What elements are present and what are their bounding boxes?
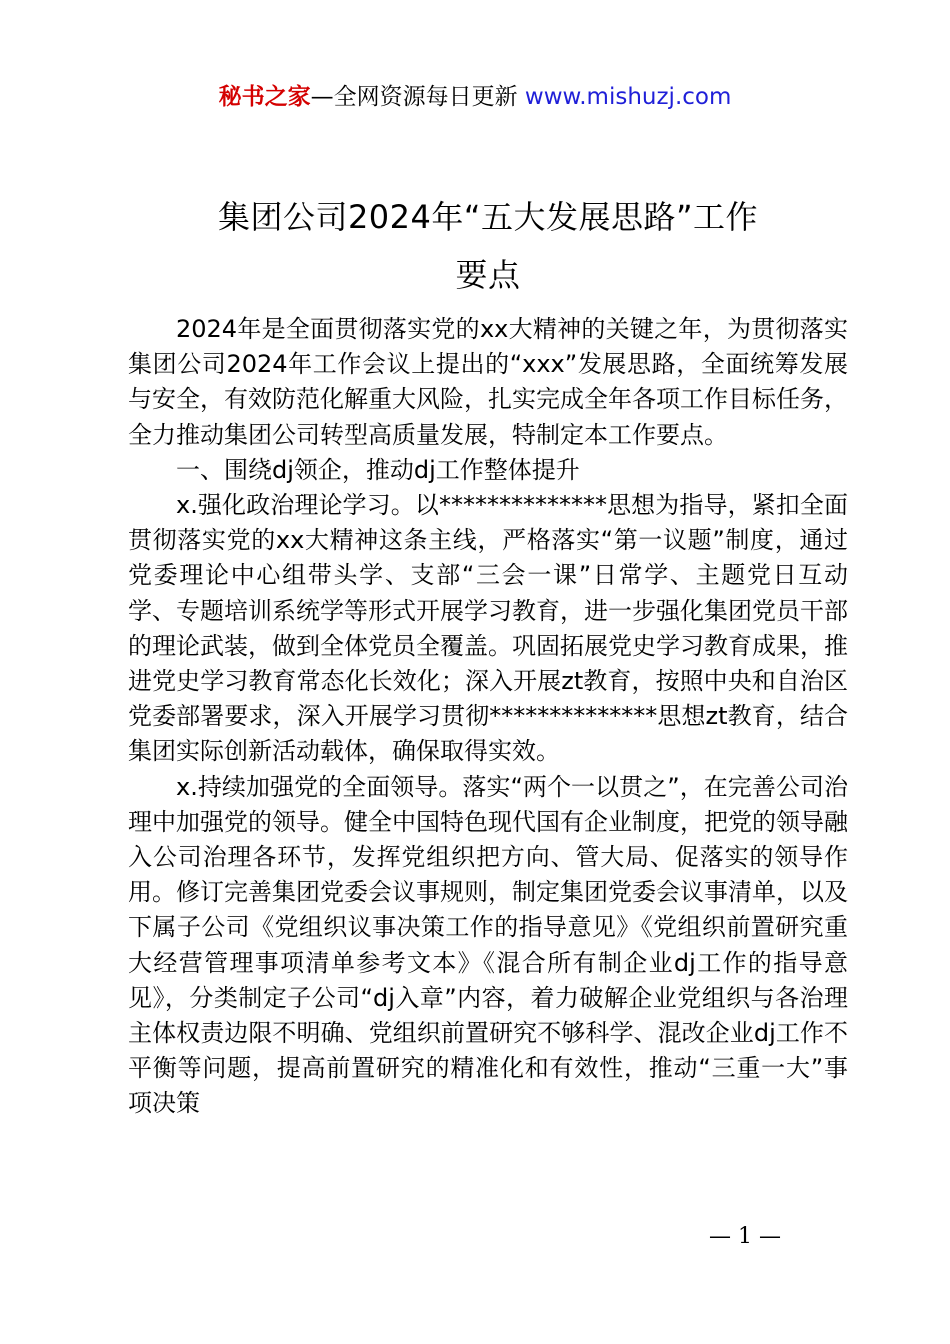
document-body xyxy=(128,312,848,1122)
site-tagline: —全网资源每日更新 xyxy=(310,84,525,110)
document-title-line-2: 要点 xyxy=(455,256,521,294)
intro-paragraph: 2024年是全面贯彻落实党的xx大精神的关键之年，为贯彻落实集团公司2024年工作会议上提出的“xxx”发展思路，全面统筹发展与安全，有效防范化解重大风险，扎实完成全年各项工作目标任务，全力推动集团公司转型高质量发展，特制定本工作要点。 xyxy=(128,315,848,449)
page-number: — 1 — xyxy=(709,1224,781,1249)
item-paragraph-1: x.强化政治理论学习。以**************思想为指导，紧扣全面贯彻落实党的xx大精神这条主线，严格落实“第一议题”制度，通过党委理论中心组带头学、支部“三会一课”日常学、主题党日互动学、专题培训系统学等形式开展学习教育，进一步强化集团党员干部的理论武装，做到全体党员全覆盖。巩固拓展党史学习教育成果，推进党史学习教育常态化长效化；深入开展zt教育，按照中央和自治区党委部署要求，深入开展学习贯彻**************思想zt教育，结合集团实际创新活动载体，确保取得实效。 xyxy=(128,491,848,766)
item-paragraph-2: x.持续加强党的全面领导。落实“两个一以贯之”，在完善公司治理中加强党的领导。健全中国特色现代国有企业制度，把党的领导融入公司治理各环节，发挥党组织把方向、管大局、促落实的领导作用。修订完善集团党委会议事规则，制定集团党委会议事清单，以及下属子公司《党组织议事决策工作的指导意见》《党组织前置研究重大经营管理事项清单参考文本》《混合所有制企业dj工作的指导意见》，分类制定子公司“dj入章”内容，着力破解企业党组织与各治理主体权责边限不明确、党组织前置研究不够科学、混改企业dj工作不平衡等问题，提高前置研究的精准化和有效性，推动“三重一大”事项决策 xyxy=(128,772,848,1118)
document-title-line-1: 集团公司2024年“五大发展思路”工作 xyxy=(217,198,759,236)
site-url-link[interactable]: www.mishuzj.com xyxy=(524,84,732,110)
document-title xyxy=(128,188,848,304)
section-heading-1: 一、围绕dj领企，推动dj工作整体提升 xyxy=(176,455,580,484)
site-brand: 秘书之家 xyxy=(218,84,311,110)
site-banner xyxy=(0,82,950,112)
